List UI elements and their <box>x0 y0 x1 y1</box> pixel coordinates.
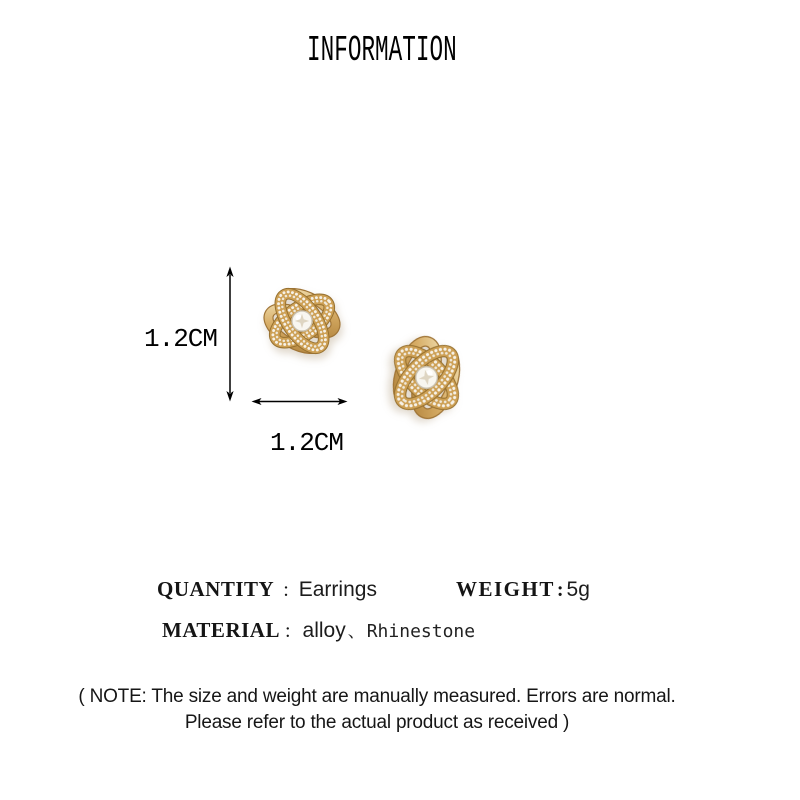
earring-image-right <box>367 318 486 437</box>
quantity-value: Earrings <box>298 578 377 601</box>
note-line-2: Please refer to the actual product as received ) <box>184 712 570 733</box>
material-value-rhinestone: Rhinestone <box>366 621 476 642</box>
height-arrow-icon <box>223 266 237 402</box>
quantity-label: QUANTITY <box>157 577 275 601</box>
width-dimension-label: 1.2CM <box>270 428 344 458</box>
note-line-1: ( NOTE: The size and weight are manually measured. Errors are normal. <box>78 686 676 707</box>
earring-image-left <box>254 272 350 370</box>
weight-label: WEIGHT <box>456 577 555 601</box>
weight-row <box>456 577 590 602</box>
weight-colon: : <box>556 579 564 601</box>
quantity-colon: : <box>283 579 289 601</box>
quantity-row <box>157 577 377 602</box>
height-dimension-label: 1.2CM <box>144 324 218 354</box>
weight-value: 5g <box>566 578 590 601</box>
material-separator: 、 <box>347 622 365 642</box>
material-label: MATERIAL <box>162 618 280 642</box>
material-row <box>162 617 475 643</box>
material-value-alloy: alloy <box>302 619 346 642</box>
page-title: INFORMATION <box>307 30 457 71</box>
material-colon: : <box>284 620 291 642</box>
width-arrow-icon <box>251 395 348 408</box>
